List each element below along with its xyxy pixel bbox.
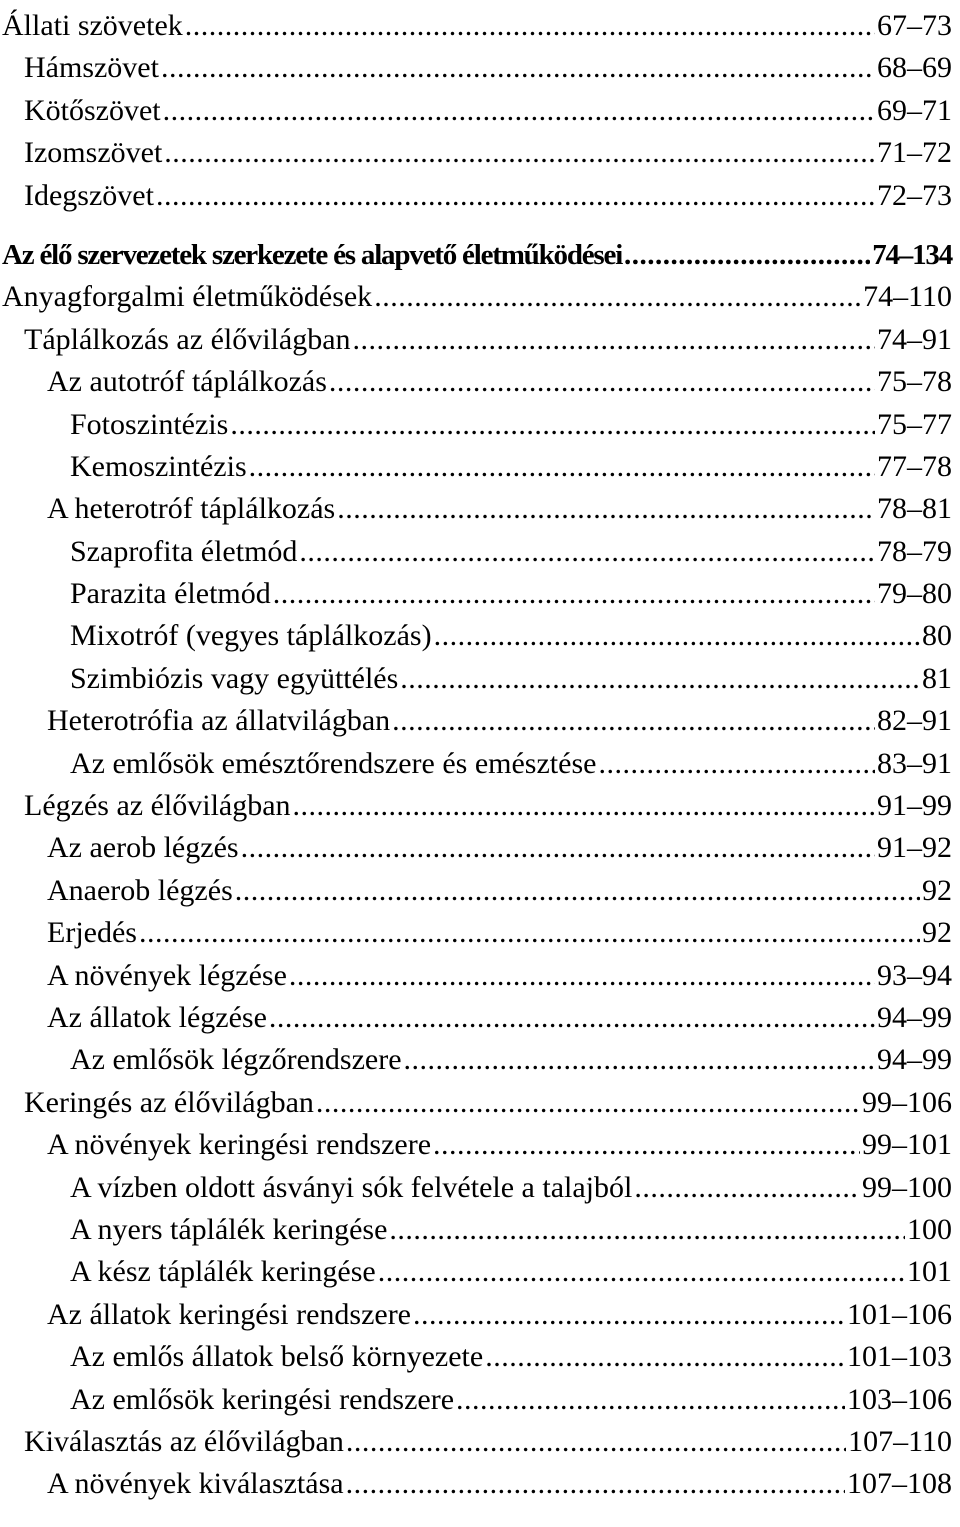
- toc-entry-pages: 92: [922, 916, 952, 950]
- dot-leader: [485, 1336, 845, 1378]
- toc-entry: [0, 531, 952, 573]
- toc-entry: [0, 488, 952, 530]
- toc-entry-pages: 91–92: [877, 831, 952, 865]
- toc-entry: [0, 997, 952, 1039]
- toc-entry-pages: 72–73: [877, 178, 952, 212]
- toc-entry-title: Hámszövet: [24, 51, 159, 85]
- toc-entry-pages: 79–80: [877, 577, 952, 611]
- toc-entry-title: Kötőszövet: [24, 93, 161, 127]
- toc-entry-pages: 68–69: [877, 51, 952, 85]
- toc-entry-title: A növények keringési rendszere: [47, 1128, 432, 1162]
- dot-leader: [353, 319, 875, 361]
- toc-entry: [0, 573, 952, 615]
- dot-leader: [433, 1124, 860, 1166]
- toc-entry-pages: 94–99: [877, 1000, 952, 1034]
- toc-entry-title: Kemoszintézis: [70, 449, 247, 483]
- toc-entry-title: A vízben oldott ásványi sók felvétele a talajból: [70, 1170, 633, 1204]
- toc-entry-title: Az emlősök emésztőrendszere és emésztése: [70, 746, 597, 780]
- dot-leader: [392, 700, 875, 742]
- toc-entry: [0, 785, 952, 827]
- toc-entry-pages: 77–78: [877, 449, 952, 483]
- toc-entry: [0, 700, 952, 742]
- dot-leader: [389, 1209, 905, 1251]
- toc-entry-title: Keringés az élővilágban: [24, 1085, 314, 1119]
- dot-leader: [269, 997, 875, 1039]
- toc-entry: [0, 47, 952, 89]
- dot-leader: [163, 90, 875, 132]
- toc-entry: [0, 1463, 952, 1505]
- toc-entry-pages: 75–77: [877, 407, 952, 441]
- toc-entry: [0, 912, 952, 954]
- toc-entry-pages: 67–73: [877, 9, 952, 42]
- toc-entry-pages: 92: [922, 873, 952, 907]
- toc-entry-title: Az autotróf táplálkozás: [47, 365, 327, 399]
- toc-entry-title: A kész táplálék keringése: [70, 1255, 376, 1289]
- toc-entry: [0, 870, 952, 912]
- toc-entry: [0, 361, 952, 403]
- toc-entry-pages: 99–100: [862, 1170, 952, 1204]
- dot-leader: [273, 573, 875, 615]
- toc-entry-title: Szaprofita életmód: [70, 534, 298, 568]
- toc-entry-pages: 74–110: [863, 280, 952, 314]
- toc-entry-title: Szimbiózis vagy együttélés: [70, 661, 399, 695]
- toc-entry: [0, 743, 952, 785]
- toc-entry-pages: 100: [907, 1212, 952, 1246]
- toc-entry-title: Az emlősök légzőrendszere: [70, 1043, 402, 1077]
- dot-leader: [156, 175, 875, 217]
- toc-entry: [0, 1379, 952, 1421]
- dot-leader: [634, 1167, 860, 1209]
- table-of-contents: [0, 5, 952, 1506]
- dot-leader: [400, 658, 920, 700]
- toc-entry-title: Mixotróf (vegyes táplálkozás): [70, 619, 432, 653]
- toc-entry-title: Az állatok keringési rendszere: [47, 1297, 411, 1331]
- toc-entry: [0, 404, 952, 446]
- dot-leader: [185, 5, 875, 47]
- toc-entry-pages: 75–78: [877, 365, 952, 399]
- toc-entry-title: Kiválasztás az élővilágban: [24, 1424, 344, 1458]
- toc-entry: [0, 90, 952, 132]
- toc-entry-title: Anyagforgalmi életműködések: [2, 280, 373, 314]
- dot-leader: [293, 785, 875, 827]
- toc-entry-pages: 103–106: [847, 1382, 952, 1416]
- toc-entry-title: Az emlős állatok belső környezete: [70, 1340, 484, 1374]
- dot-leader: [434, 615, 920, 657]
- dot-leader: [164, 132, 875, 174]
- toc-entry-pages: 78–81: [877, 492, 952, 526]
- toc-entry: [0, 1082, 952, 1124]
- dot-leader: [241, 827, 875, 869]
- dot-leader: [624, 234, 870, 276]
- toc-entry-title: Erjedés: [47, 916, 137, 950]
- toc-entry-pages: 74–91: [877, 322, 952, 356]
- toc-entry: [0, 1167, 952, 1209]
- toc-entry: [0, 955, 952, 997]
- toc-entry-pages: 80: [922, 619, 952, 653]
- toc-entry: [0, 615, 952, 657]
- toc-entry-title: Az emlősök keringési rendszere: [70, 1382, 455, 1416]
- toc-entry: [0, 234, 952, 276]
- dot-leader: [299, 531, 875, 573]
- toc-entry-title: Táplálkozás az élővilágban: [24, 322, 351, 356]
- toc-entry-title: Idegszövet: [24, 178, 154, 212]
- toc-entry-pages: 78–79: [877, 534, 952, 568]
- dot-leader: [413, 1294, 845, 1336]
- toc-entry: [0, 132, 952, 174]
- toc-entry-title: Állati szövetek: [2, 9, 183, 42]
- toc-entry: [0, 658, 952, 700]
- toc-entry-title: Anaerob légzés: [47, 873, 233, 907]
- dot-leader: [346, 1463, 845, 1505]
- toc-entry-pages: 69–71: [877, 93, 952, 127]
- toc-entry-pages: 101–106: [847, 1297, 952, 1331]
- toc-entry-pages: 74–134: [872, 238, 952, 271]
- dot-leader: [329, 361, 875, 403]
- dot-leader: [346, 1421, 846, 1463]
- toc-entry-title: Az élő szervezetek szerkezete és alapvető életműködései: [2, 238, 623, 271]
- toc-entry-title: A növények kiválasztása: [47, 1467, 344, 1501]
- toc-entry: [0, 446, 952, 488]
- toc-entry-title: Légzés az élővilágban: [24, 789, 291, 823]
- dot-leader: [316, 1082, 860, 1124]
- toc-entry: [0, 175, 952, 217]
- toc-entry: [0, 1251, 952, 1293]
- dot-leader: [598, 743, 875, 785]
- toc-entry: [0, 319, 952, 361]
- dot-leader: [456, 1379, 845, 1421]
- toc-entry-title: Parazita életmód: [70, 577, 271, 611]
- dot-leader: [289, 955, 875, 997]
- dot-leader: [230, 404, 875, 446]
- toc-entry-pages: 101: [907, 1255, 952, 1289]
- toc-entry: [0, 1421, 952, 1463]
- dot-leader: [404, 1039, 875, 1081]
- dot-leader: [161, 47, 875, 89]
- toc-entry-pages: 81: [922, 661, 952, 695]
- toc-entry: [0, 276, 952, 318]
- toc-entry-pages: 99–101: [862, 1128, 952, 1162]
- toc-entry-title: Az aerob légzés: [47, 831, 239, 865]
- toc-entry-title: A növények légzése: [47, 958, 287, 992]
- toc-entry-title: Heterotrófia az állatvilágban: [47, 704, 391, 738]
- dot-leader: [337, 488, 875, 530]
- toc-entry-title: Izomszövet: [24, 136, 163, 170]
- dot-leader: [378, 1251, 905, 1293]
- toc-entry: [0, 1209, 952, 1251]
- toc-entry-pages: 93–94: [877, 958, 952, 992]
- toc-entry: [0, 5, 952, 47]
- dot-leader: [139, 912, 920, 954]
- dot-leader: [374, 276, 861, 318]
- toc-entry-title: Fotoszintézis: [70, 407, 229, 441]
- toc-entry-pages: 71–72: [877, 136, 952, 170]
- toc-entry-pages: 107–108: [847, 1467, 952, 1501]
- toc-entry-title: Az állatok légzése: [47, 1000, 267, 1034]
- toc-entry-pages: 91–99: [877, 789, 952, 823]
- toc-entry-pages: 94–99: [877, 1043, 952, 1077]
- toc-entry: [0, 1336, 952, 1378]
- dot-leader: [235, 870, 920, 912]
- toc-entry-pages: 99–106: [862, 1085, 952, 1119]
- toc-entry-title: A nyers táplálék keringése: [70, 1212, 388, 1246]
- dot-leader: [249, 446, 875, 488]
- toc-entry: [0, 1294, 952, 1336]
- toc-entry-pages: 82–91: [877, 704, 952, 738]
- toc-entry-pages: 107–110: [848, 1424, 952, 1458]
- toc-entry-title: A heterotróf táplálkozás: [47, 492, 336, 526]
- toc-entry: [0, 1039, 952, 1081]
- toc-entry-pages: 101–103: [847, 1340, 952, 1374]
- toc-entry: [0, 1124, 952, 1166]
- toc-entry: [0, 827, 952, 869]
- toc-entry-pages: 83–91: [877, 746, 952, 780]
